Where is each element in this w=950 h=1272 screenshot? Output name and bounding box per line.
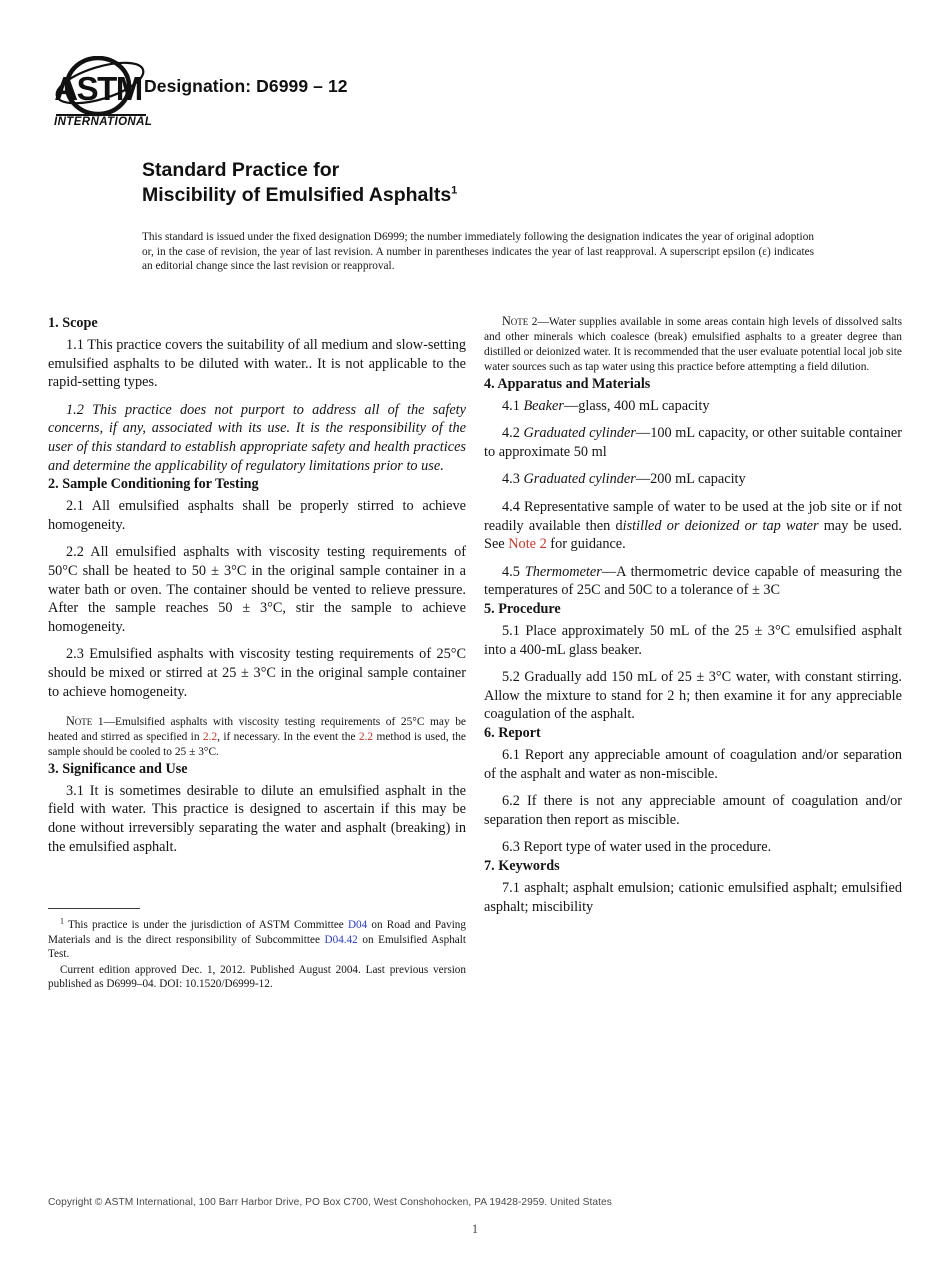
note-1-number: 1 — [97, 716, 104, 729]
footnote-line-1 — [48, 918, 466, 962]
footnote-text-a: This practice is under the jurisdiction of ASTM Committee — [64, 919, 348, 931]
copyright-notice: Copyright © ASTM International, 100 Barr Harbor Drive, PO Box C700, West Conshohocken, PA 19428-2959. United States — [48, 1197, 612, 1208]
paragraph-1-2: 1.2 This practice does not purport to address all of the safety concerns, if any, associated with its use. It is the responsibility of the user of this standard to establish appropriate safety and health practices and determine the applicability of regulatory limitations prior to use. — [48, 401, 466, 474]
paragraph-4-4-text-a: 4.4 Representative sample of water to be used at the job site or if not readily available then d — [484, 499, 902, 534]
paragraph-5-2: 5.2 Gradually add 150 mL of 25 ± 3°C water, with constant stirring. Allow the mixture to stand for 2 h; then examine it for any appreciable coagulation of the asphalt. — [484, 669, 902, 723]
page-number: 1 — [471, 1222, 479, 1236]
paragraph-4-4-italic-term: istilled or deionized or tap water — [622, 517, 819, 534]
paragraph-1-1: 1.1 This practice covers the suitability of all medium and slow-setting emulsified asphalts to be diluted with water.. It is not applicable to the rapid-setting types. — [48, 337, 466, 391]
paragraph-2-3: 2.3 Emulsified asphalts with viscosity testing requirements of 25°C should be mixed or stirred at 25 ± 3°C in the original sample container to achieve homogeneity. — [48, 646, 466, 700]
section-heading-sample-conditioning: 2. Sample Conditioning for Testing — [48, 476, 259, 493]
footnote-text-b: on Road and Paving Materials and is the direct responsibility of Subcommittee — [48, 919, 466, 946]
paragraph-6-1: 6.1 Report any appreciable amount of coagulation and/or separation of the asphalt and water as non-miscible. — [484, 746, 902, 782]
paragraph-4-5 — [484, 563, 902, 600]
paragraph-2-2: 2.2 All emulsified asphalts with viscosity testing requirements of 50°C shall be heated to 50 ± 3°C in the original sample container in a water bath or oven. The container should be vented to relieve pressure. After the sample reaches 50 ± 3°C, stir the sample to achieve homogeneity. — [48, 544, 466, 635]
astm-logo-mark — [52, 56, 148, 118]
title-line-2-text: Miscibility of Emulsified Asphalts — [142, 184, 452, 206]
astm-logo — [52, 56, 152, 136]
note-1-text-a: —Emulsified asphalts with viscosity testing requirements of 25°C may be heated and stirred as specified in — [48, 716, 466, 743]
paragraph-4-4-note-xref[interactable]: Note 2 — [508, 536, 547, 553]
designation-label: Designation: D6999 – 12 — [144, 76, 348, 96]
column-left — [48, 314, 466, 856]
paragraph-4-2 — [484, 424, 902, 461]
paragraph-7-1: 7.1 asphalt; asphalt emulsion; cationic emulsified asphalt; emulsified asphalt; miscibility — [484, 879, 902, 915]
logo-subtitle: INTERNATIONAL — [54, 116, 153, 128]
section-heading-keywords: 7. Keywords — [484, 857, 560, 874]
section-heading-scope: 1. Scope — [48, 315, 98, 331]
note-1-label: Note — [66, 714, 93, 729]
paragraph-4-5-term: Thermometer — [524, 563, 602, 580]
paragraph-4-1-term: Beaker — [523, 397, 564, 414]
paragraph-4-4 — [484, 498, 902, 554]
page-title — [142, 158, 842, 208]
note-2-label: Note — [502, 314, 529, 328]
footnote-committee-link[interactable]: D04 — [347, 919, 368, 931]
section-heading-procedure: 5. Procedure — [484, 600, 561, 617]
note-2-number: 2 — [531, 316, 538, 328]
paragraph-4-5-rest: —A thermometric device capable of measuring the temperatures of 25C and 50C to a tolerance of ± 3C — [484, 563, 902, 599]
paragraph-6-3: 6.3 Report type of water used in the procedure. — [502, 839, 772, 856]
paragraph-4-2-number: 4.2 — [502, 425, 524, 442]
astm-logo-icon — [52, 56, 148, 118]
note-1-text-b: , if necessary. In the event the — [217, 731, 359, 743]
paragraph-4-3-number: 4.3 — [502, 471, 524, 488]
standard-intro-text: This standard is issued under the fixed designation D6999; the number immediately following the designation indicates the year of original adoption or, in the case of revision, the year of last revision. A number in parentheses indicates the year of last reapproval. A superscript epsilon (ε) indicates an editorial change since the last revision or reapproval. — [142, 231, 814, 273]
paragraph-4-3 — [484, 470, 902, 489]
paragraph-4-3-rest: —200 mL capacity — [635, 471, 746, 488]
paragraph-4-2-rest: —100 mL capacity, or other suitable container to approximate 50 ml — [484, 425, 902, 460]
paragraph-6-2: 6.2 If there is not any appreciable amount of coagulation and/or separation then report as miscible. — [484, 793, 902, 828]
page-header — [48, 56, 908, 146]
note-2 — [484, 314, 902, 375]
note-1-text-c: method is used, the sample should be cooled to 25 ± 3°C. — [48, 731, 466, 758]
note-1-xref-1[interactable]: 2.2 — [202, 731, 218, 743]
column-right — [484, 314, 902, 916]
paragraph-4-1 — [484, 397, 902, 416]
footnote-text-c: on Emulsified Asphalt Test. — [48, 933, 466, 961]
note-2-text: —Water supplies available in some areas contain high levels of dissolved salts and other minerals which coalesce (break) emulsified asphalts to a greater degree than distilled or deionized water. It is recommended that the user evaluate potential local job site water sources such as tap water using this practice before attempting a field dilution. — [484, 316, 902, 373]
note-1 — [48, 714, 466, 760]
paragraph-4-1-rest: —glass, 400 mL capacity — [563, 397, 710, 414]
footnote-divider — [48, 908, 140, 909]
paragraph-4-3-term: Graduated cylinder — [523, 471, 636, 488]
paragraph-4-4-text-c: for guidance. — [546, 536, 626, 553]
paragraph-4-2-term: Graduated cylinder — [523, 425, 636, 442]
footnote-subcommittee-link[interactable]: D04.42 — [324, 933, 358, 946]
paragraph-4-4-text-b: may be used. See — [484, 517, 902, 553]
footnote-block — [48, 908, 466, 992]
section-heading-apparatus-and-materials: 4. Apparatus and Materials — [484, 375, 651, 392]
paragraph-4-1-number: 4.1 — [502, 397, 524, 414]
paragraph-5-1: 5.1 Place approximately 50 mL of the 25 ± 3°C emulsified asphalt into a 400-mL glass beaker. — [484, 622, 902, 658]
section-heading-report: 6. Report — [484, 724, 541, 741]
title-line-2 — [142, 183, 842, 208]
section-heading-significance-and-use: 3. Significance and Use — [48, 760, 188, 777]
paragraph-4-5-number: 4.5 — [502, 563, 525, 580]
svg-text:ASTM: ASTM — [54, 70, 142, 107]
footnote-line-2: Current edition approved Dec. 1, 2012. Published August 2004. Last previous version published as D6999–04. DOI: 10.1520/D6999-12. — [48, 963, 466, 991]
title-footnote-marker: 1 — [451, 184, 458, 197]
footnote-marker: 1 — [60, 916, 64, 926]
title-line-1: Standard Practice for — [142, 159, 340, 181]
note-1-xref-2[interactable]: 2.2 — [358, 731, 374, 743]
paragraph-3-1: 3.1 It is sometimes desirable to dilute an emulsified asphalt in the field with water. This practice is designed to ascertain if this may be done without irreversibly separating the water and asphalt (breaking) in the emulsified asphalt. — [48, 782, 466, 855]
paragraph-2-1: 2.1 All emulsified asphalts shall be properly stirred to achieve homogeneity. — [48, 498, 466, 533]
